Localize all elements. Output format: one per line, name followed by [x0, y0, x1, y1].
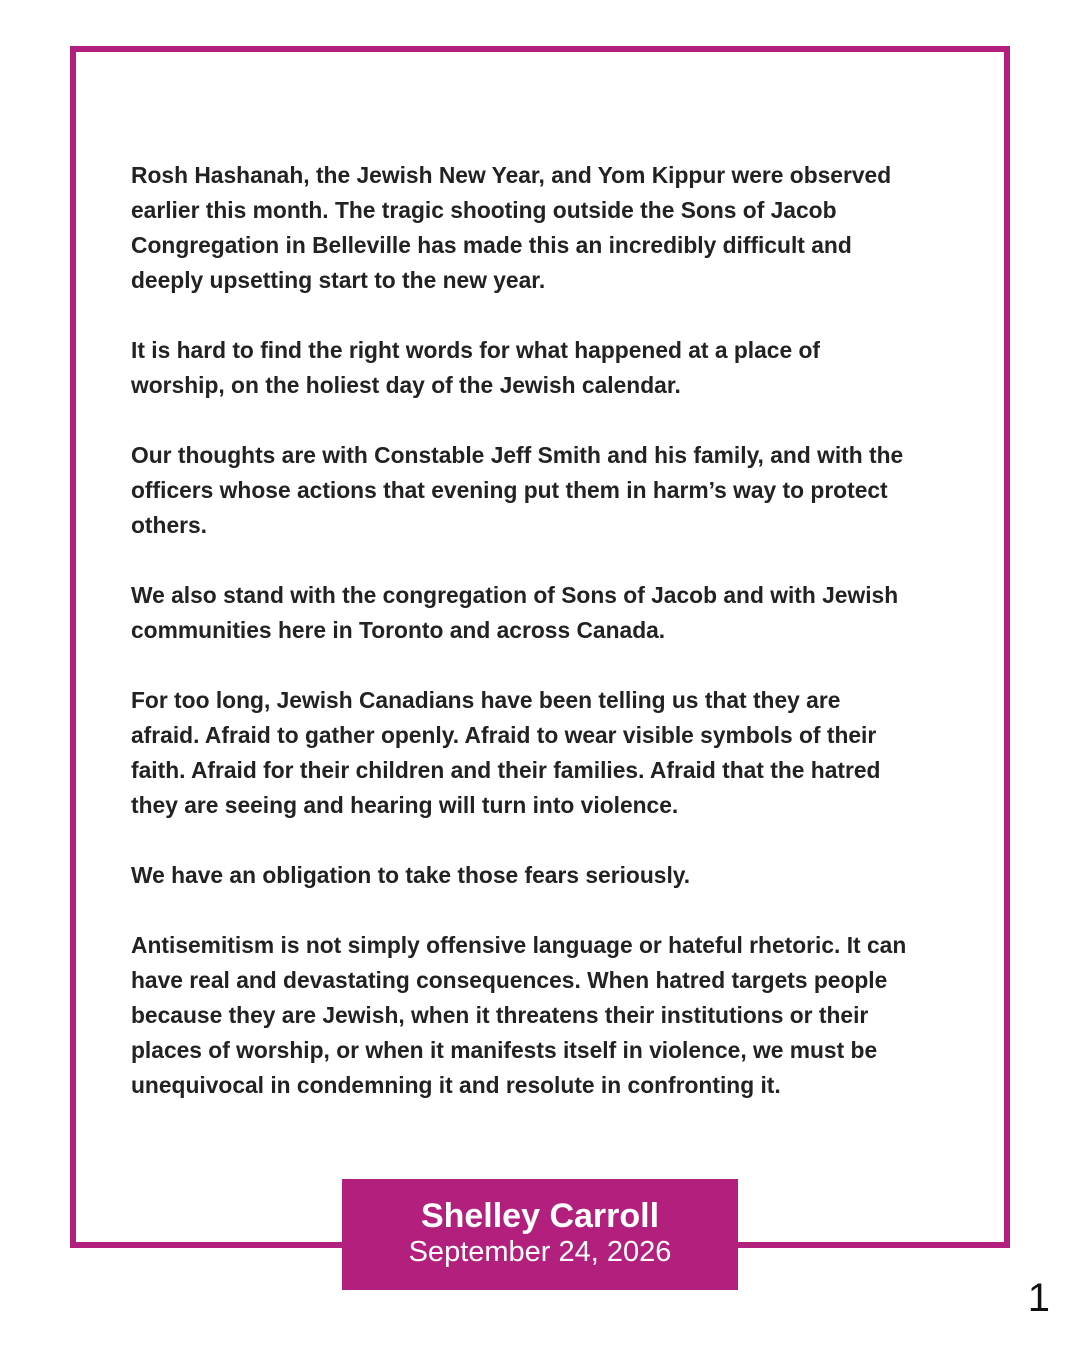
line: communities here in Toronto and across Canada. [131, 617, 666, 643]
line: others. [131, 512, 208, 538]
line: Antisemitism is not simply offensive language or hateful rhetoric. It can [131, 932, 907, 958]
signature-block [342, 1179, 738, 1290]
line: Rosh Hashanah, the Jewish New Year, and Yom Kippur were observed [131, 162, 892, 188]
line: We also stand with the congregation of Sons of Jacob and with Jewish [131, 582, 899, 608]
line: Our thoughts are with Constable Jeff Smith and his family, and with the [131, 442, 904, 468]
line: have real and devastating consequences. When hatred targets people [131, 967, 888, 993]
paragraph-7 [131, 928, 961, 1103]
line: they are seeing and hearing will turn into violence. [131, 792, 679, 818]
line: places of worship, or when it manifests itself in violence, we must be [131, 1037, 878, 1063]
signature-date: September 24, 2026 [408, 1236, 672, 1268]
line: It is hard to find the right words for what happened at a place of [131, 337, 821, 363]
paragraph-5 [131, 683, 961, 823]
page-number: 1 [1027, 1276, 1050, 1320]
paragraph-2 [131, 333, 961, 403]
paragraph-3 [131, 438, 961, 543]
paragraph-1 [131, 158, 961, 298]
line: For too long, Jewish Canadians have been telling us that they are [131, 687, 841, 713]
line: faith. Afraid for their children and their families. Afraid that the hatred [131, 757, 881, 783]
line: because they are Jewish, when it threatens their institutions or their [131, 1002, 869, 1028]
line: Congregation in Belleville has made this an incredibly difficult and [131, 232, 852, 258]
statement-body [131, 158, 961, 1103]
paragraph-6 [131, 858, 961, 893]
line: officers whose actions that evening put them in harm’s way to protect [131, 477, 888, 503]
paragraph-4 [131, 578, 961, 648]
signature-name: Shelley Carroll [420, 1197, 660, 1235]
line: unequivocal in condemning it and resolute in confronting it. [131, 1072, 781, 1098]
line: earlier this month. The tragic shooting outside the Sons of Jacob [131, 197, 837, 223]
line: afraid. Afraid to gather openly. Afraid to wear visible symbols of their [131, 722, 877, 748]
line: deeply upsetting start to the new year. [131, 267, 546, 293]
line: worship, on the holiest day of the Jewish calendar. [131, 372, 681, 398]
line: We have an obligation to take those fears seriously. [131, 862, 691, 888]
